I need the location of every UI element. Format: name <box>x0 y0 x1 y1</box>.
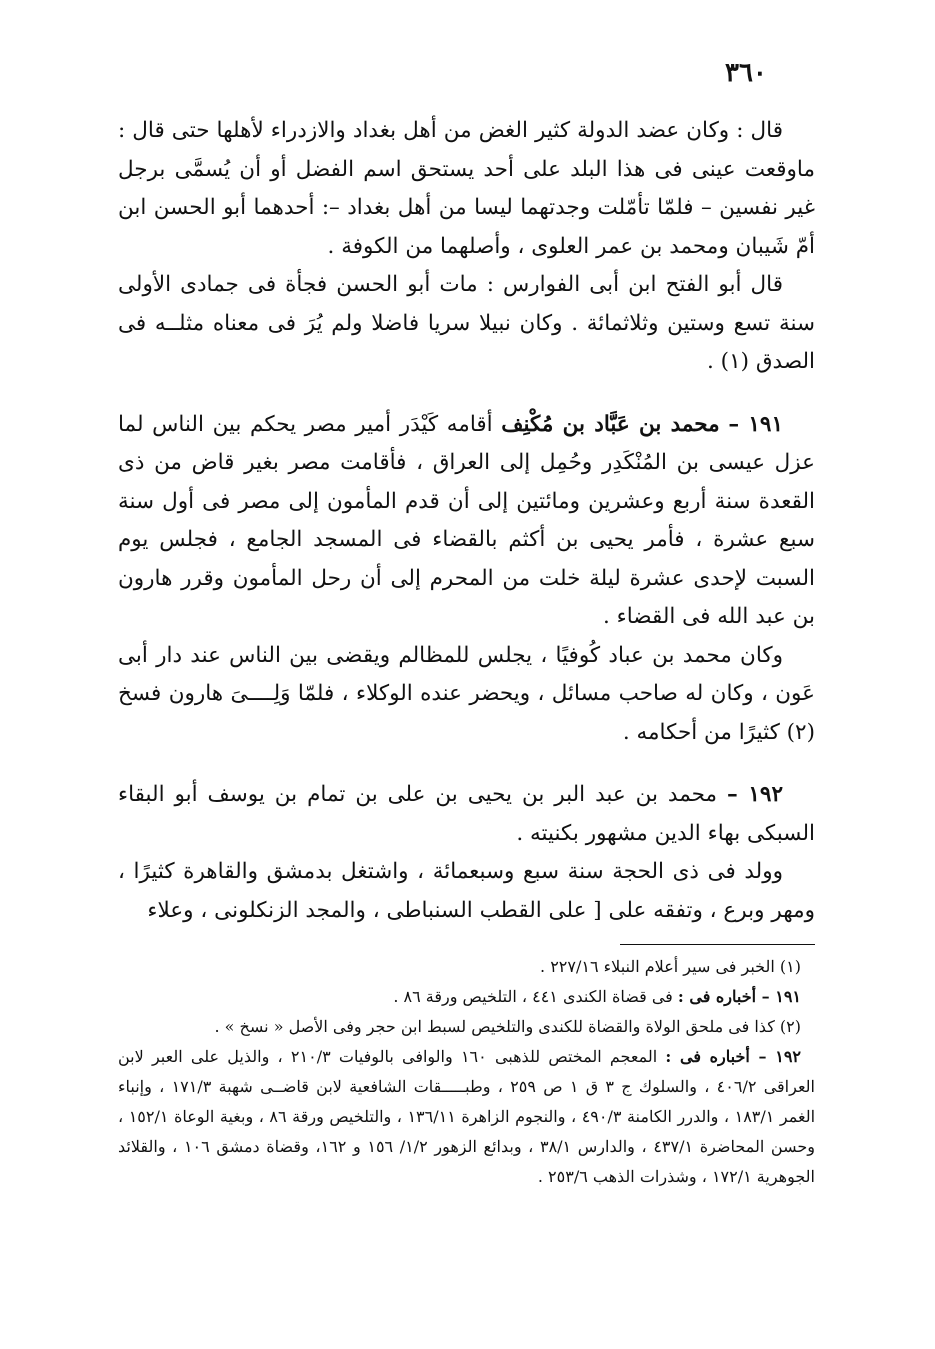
main-text <box>118 112 815 930</box>
entry-text: محمد بن عبد البر بن يحيى بن على بن تمام بن يوسف أبو البقاء السبكى بهاء الدين مشهور بكنيته . <box>118 782 815 846</box>
page-number: ٣٦٠ <box>725 58 767 88</box>
footnote <box>118 982 815 1012</box>
paragraph: وكان محمد بن عباد كُوفيًا ، يجلس للمظالم ويقضى بين الناس عند دار أبى عَون ، وكان له صاحب مسائل ، ويحضر عنده الوكلاء ، فلمّا وَلِــــىَ هارون فسخ (٢) كثيرًا من أحكامه . <box>118 642 815 745</box>
entry-number: ١٩١ – <box>728 411 783 437</box>
footnotes <box>118 952 815 1192</box>
paragraph: وولد فى ذى الحجة سنة سبع وسبعمائة ، واشتغل بدمشق والقاهرة كثيرًا ، ومهر وبرع ، وتفقه على [ على القطب السنباطى ، والمجد الزنكلونى ، وعلاء <box>118 859 815 923</box>
footnote-lead: ١٩٢ – أخباره فى : <box>665 1047 801 1066</box>
footnote <box>118 952 815 982</box>
paragraph: قال أبو الفتح ابن أبى الفوارس : مات أبو الحسن فجأة فى جمادى الأولى سنة تسع وستين وثلاثمائة . وكان نبيلا سريا فاضلا ولم يُرَ فى معناه مثلــه فى الصدق (١) . <box>118 272 815 374</box>
footnote-text: (١) الخبر فى سير أعلام النبلاء ٢٢٧/١٦ . <box>540 957 801 976</box>
paragraph: قال : وكان عضد الدولة كثير الغض من أهل بغداد والازدراء لأهلها حتى قال : ماوقعت عينى فى هذا البلد على أحد يستحق اسم الفضل أو أن يُسمَّى برجل غير نفسين – فلمّا تأمّلت وجدتهما ليسا من أهل بغداد –: أحدهما أبو الحسن ابن أمّ شَيبان ومحمد بن عمر العلوى ، وأصلهما من الكوفة . <box>118 118 815 259</box>
footnote-text: فى قضاة الكندى ٤٤١ ، التلخيص ورقة ٨٦ . <box>393 987 678 1006</box>
entry-number: ١٩٢ – <box>726 782 783 807</box>
footnote-text: (٢) كذا فى ملحق الولاة والقضاة للكندى والتلخيص لسبط ابن حجر وفى الأصل « نسخ » . <box>214 1017 801 1036</box>
entry-text: أقامه كَيْدَر أمير مصر يحكم بين الناس لما عزل عيسى بن المُنْكَدِر وحُمِل إلى العراق ، فأقامت مصر بغير قاض من ذى القعدة سنة أربع وعشرين ومائتين إلى أن قدم المأمون إلى مصر فى أول سنة سبع عشرة ، فأمر يحيى بن أكثم بالقضاء فى المسجد الجامع ، فجلس يوم السبت لإحدى عشرة ليلة خلت من المحرم إلى أن رحل المأمون وقرر هارون بن عبد الله فى القضاء . <box>118 411 815 629</box>
footnote-lead: ١٩١ – أخباره فى : <box>677 987 801 1006</box>
footnote-text: المعجم المختص للذهبى ١٦٠ والوافى بالوفيات ٢١٠/٣ ، والذيل على العبر لابن العراقى ٤٠٦/٢ ، والسلوك ج ٣ ق ١ ص ٢٥٩ ، وطبـــــقات الشافعية لابن قاضــى شهبة ١٧١/٣ ، وإنباء الغمر ١٨٣/١ ، والدرر الكامنة ٤٩٠/٣ ، والنجوم الزاهرة ١٣٦/١١ ، والتلخيص ورقة ٨٦ ، وبغية الوعاة ١٥٢/١ ، وحسن المحاضرة ٤٣٧/١ ، والدارس ٣٨/١ ، وبدائع الزهور ١/٢/ ١٥٦ و ١٦٢، وقضاة دمشق ١٠٦ ، والقلائد الجوهرية ١٧٢/١ ، وشذرات الذهب ٢٥٣/٦ . <box>118 1047 816 1186</box>
entry-name: محمد بن عَبَّاد بن مُكْنِف <box>501 411 720 437</box>
footnote-divider <box>620 944 815 945</box>
entry-192 <box>118 776 815 853</box>
entry-191 <box>118 406 815 637</box>
footnote <box>118 1012 815 1042</box>
footnote <box>118 1042 815 1192</box>
